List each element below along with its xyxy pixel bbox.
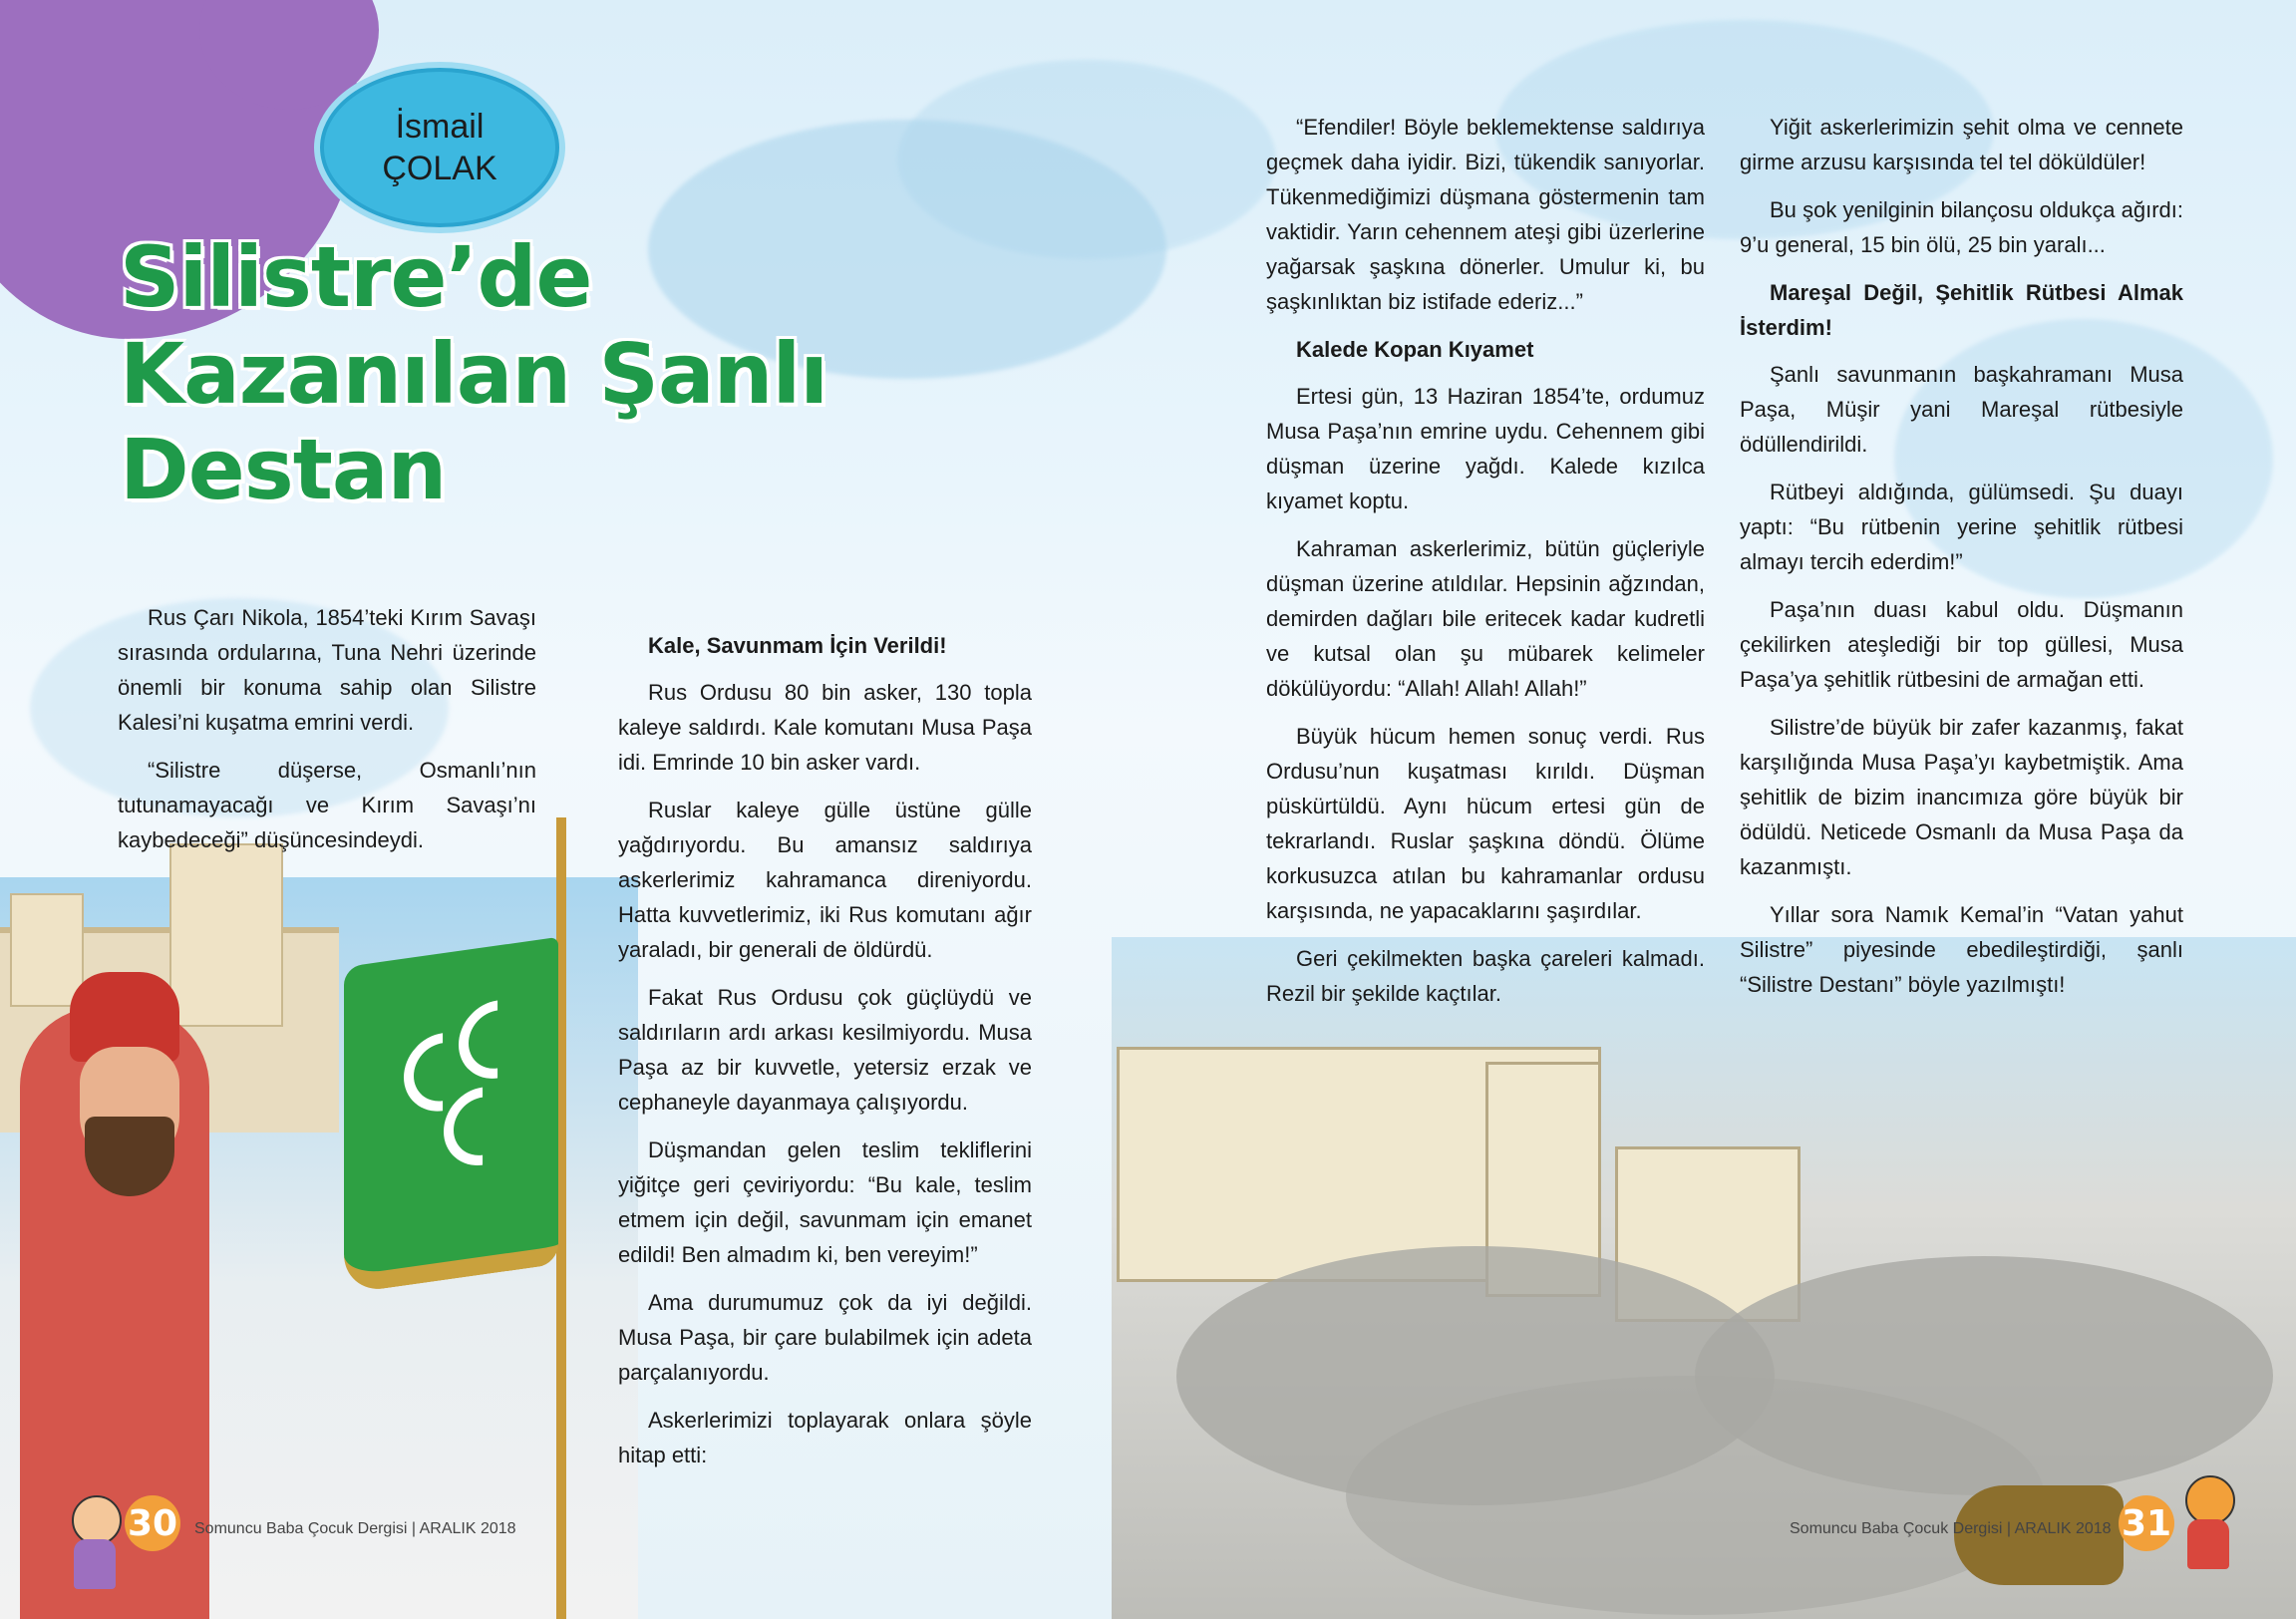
kid-head (72, 1495, 122, 1545)
paragraph: Paşa’nın duası kabul oldu. Düşmanın çekilirken ateşlediği bir top güllesi, Musa Paşa’ya şehitlik rütbesini de armağan etti. (1740, 597, 2183, 692)
paragraph: Yıllar sora Namık Kemal’in “Vatan yahut Silistre” piyesinde ebedileştirdiği, şanlı “Silistre Destanı” böyle yazılmıştı! (1740, 902, 2183, 997)
paragraph: Yiğit askerlerimizin şehit olma ve cennete girme arzusu karşısında tel tel döküldüler! (1740, 115, 2183, 174)
title-line-3: Destan (120, 421, 447, 519)
author-last-name: ÇOLAK (382, 150, 497, 187)
author-badge (314, 62, 565, 233)
text-column-3 (1266, 110, 1705, 1024)
castle-tower (169, 843, 283, 1027)
cloud-decoration (897, 60, 1276, 259)
section-heading: Mareşal Değil, Şehitlik Rütbesi Almak İsterdim! (1740, 280, 2183, 340)
title-line-2: Kazanılan Şanlı (120, 324, 828, 423)
article-title (120, 229, 917, 518)
author-first-name: İsmail (395, 107, 485, 146)
castle-tower (10, 893, 84, 1007)
text-column-2 (618, 628, 1032, 1485)
footer-text-left: Somuncu Baba Çocuk Dergisi | ARALIK 2018 (194, 1520, 516, 1537)
paragraph: Kahraman askerlerimiz, bütün güçleriyle düşman üzerine atıldılar. Hepsinin ağzından, demirden dağları bile eritecek kadar kudretli ve kutsal olan şu mübarek kelimeler dökülüyordu: “Allah! Allah! Allah!” (1266, 536, 1705, 701)
footer-text-right: Somuncu Baba Çocuk Dergisi | ARALIK 2018 (1790, 1520, 2112, 1537)
ottoman-flag (344, 937, 558, 1294)
paragraph: Şanlı savunmanın başkahramanı Musa Paşa, Müşir yani Mareşal rütbesiyle ödüllendirildi. (1740, 362, 2183, 457)
kid-mascot-icon (60, 1495, 130, 1595)
paragraph: “Efendiler! Böyle beklemektense saldırıya geçmek daha iyidir. Bizi, tükendik sanıyorlar. Tükenmediğimizi düşmana göstermenin tam vaktidir. Yarın cehennem ateşi gibi üzerlerine yağarsak şaşkına dönerler. Umulur ki, bu şaşkınlıktan biz istifade ederiz...” (1266, 115, 1705, 314)
paragraph: Ama durumumuz çok da iyi değildi. Musa Paşa, bir çare bulabilmek için adeta parçalanıyordu. (618, 1290, 1032, 1385)
page-number-left: 30 (125, 1495, 180, 1551)
paragraph: Fakat Rus Ordusu çok güçlüydü ve saldırıların ardı arkası kesilmiyordu. Musa Paşa az bir kuvvetle, yetersiz erzak ve cephaneyle dayanmaya çalışıyordu. (618, 985, 1032, 1115)
title-line-1: Silistre’de (120, 228, 592, 326)
paragraph: “Silistre düşerse, Osmanlı’nın tutunamayacağı ve Kırım Savaşı’nı kaybedeceği” düşüncesindeydi. (118, 758, 536, 852)
text-column-4 (1740, 110, 2183, 1015)
paragraph: Büyük hücum hemen sonuç verdi. Rus Ordusu’nun kuşatması kırıldı. Düşman püskürtüldü. Aynı hücum ertesi gün de tekrarlandı. Ruslar şaşkına döndü. Ölüme korkusuzca atılan bu kahramanlar ordusu karşısında, ne yapacaklarını şaşırdılar. (1266, 724, 1705, 923)
kid-body (74, 1539, 116, 1589)
paragraph: Geri çekilmekten başka çareleri kalmadı. Rezil bir şekilde kaçtılar. (1266, 946, 1705, 1006)
smoke-cloud (1346, 1376, 2044, 1615)
text-column-1 (118, 600, 536, 870)
paragraph: Ruslar kaleye gülle üstüne gülle yağdırıyordu. Bu amansız saldırıya askerlerimiz kahramanca direniyordu. Hatta kuvvetlerimiz, iki Rus komutanı ağır yaraladı, bir generali de öldürdü. (618, 798, 1032, 962)
kid-body (2187, 1519, 2229, 1569)
paragraph: Ertesi gün, 13 Haziran 1854’te, ordumuz Musa Paşa’nın emrine uydu. Cehennem gibi düşman üzerine yağdı. Kalede kızılca kıyamet koptu. (1266, 384, 1705, 513)
section-heading: Kalede Kopan Kıyamet (1296, 337, 1534, 362)
paragraph: Rus Çarı Nikola, 1854’teki Kırım Savaşı sırasında ordularına, Tuna Nehri üzerinde önemli bir konuma sahip olan Silistre Kalesi’ni kuşatma emrini verdi. (118, 605, 536, 735)
page-number-right: 31 (2119, 1495, 2174, 1551)
paragraph: Düşmandan gelen teslim tekliflerini yiğitçe geri çeviriyordu: “Bu kale, teslim etmem için değil, savunmam için emanet edildi! Ben almadım ki, ben vereyim!” (618, 1137, 1032, 1267)
paragraph: Silistre’de büyük bir zafer kazanmış, fakat karşılığında Musa Paşa’yı kaybetmiştik. Ama şehitlik de bizim inancımıza göre büyük bir ödüldü. Neticede Osmanlı da Musa Paşa da kazanmıştı. (1740, 715, 2183, 879)
paragraph: Askerlerimizi toplayarak onlara şöyle hitap etti: (618, 1408, 1032, 1467)
kid-mascot-icon (2173, 1475, 2243, 1575)
paragraph: Bu şok yenilginin bilançosu oldukça ağırdı: 9’u general, 15 bin ölü, 25 bin yaralı... (1740, 197, 2183, 257)
kid-head (2185, 1475, 2235, 1525)
section-heading: Kale, Savunmam İçin Verildi! (648, 633, 947, 658)
paragraph: Rus Ordusu 80 bin asker, 130 topla kaleye saldırdı. Kale komutanı Musa Paşa idi. Emrinde 10 bin asker vardı. (618, 680, 1032, 775)
paragraph: Rütbeyi aldığında, gülümsedi. Şu duayı yaptı: “Bu rütbenin yerine şehitlik rütbesi almayı tercih ederdim!” (1740, 480, 2183, 574)
